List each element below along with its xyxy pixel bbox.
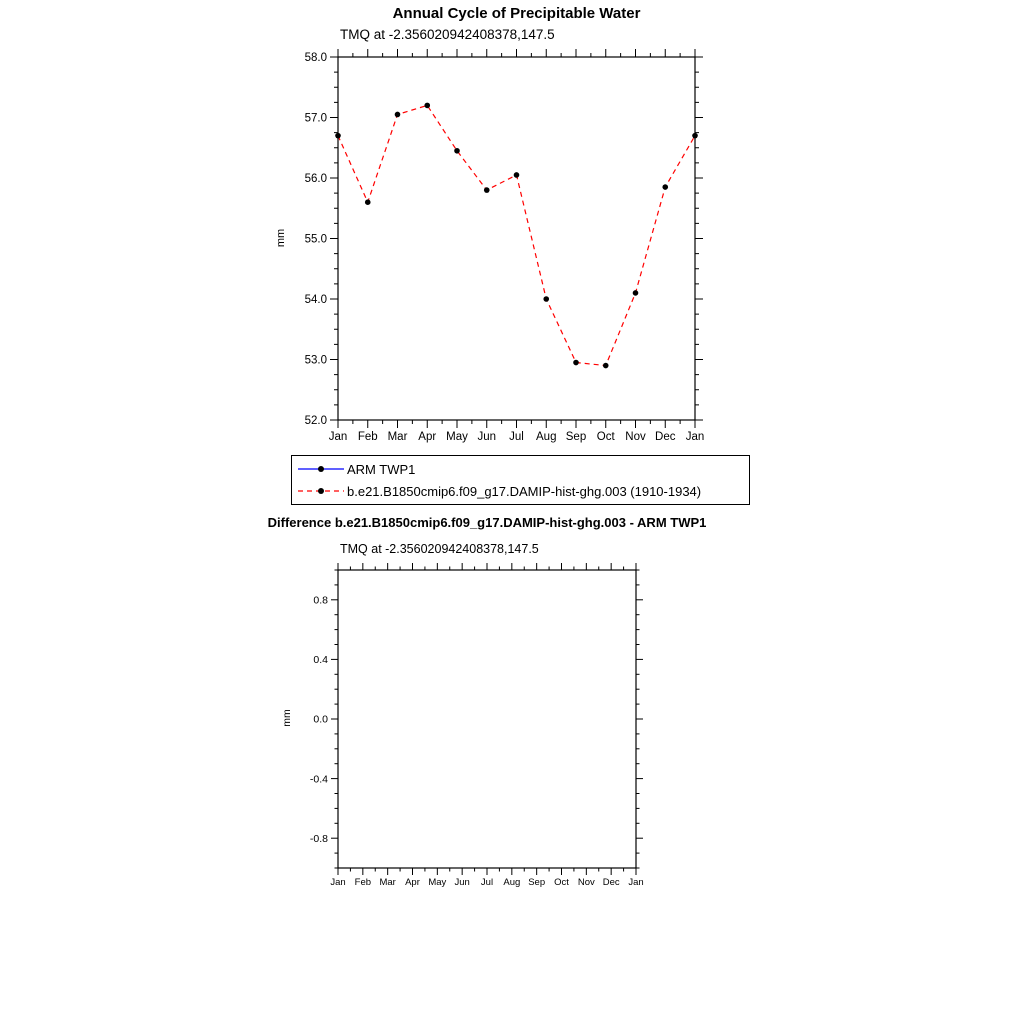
svg-text:Jan: Jan bbox=[628, 877, 644, 888]
svg-text:Feb: Feb bbox=[354, 877, 372, 888]
svg-text:52.0: 52.0 bbox=[304, 415, 327, 428]
svg-text:Feb: Feb bbox=[357, 431, 378, 443]
legend-marker-dot-icon bbox=[318, 488, 324, 494]
svg-text:-0.4: -0.4 bbox=[309, 773, 328, 786]
svg-text:56.0: 56.0 bbox=[304, 173, 327, 186]
legend-sample-solid-blue-line bbox=[297, 462, 345, 476]
svg-text:Jan: Jan bbox=[328, 431, 348, 443]
svg-text:Mar: Mar bbox=[379, 877, 396, 888]
svg-text:Jan: Jan bbox=[330, 877, 346, 888]
svg-text:Mar: Mar bbox=[387, 431, 408, 443]
svg-text:Jan: Jan bbox=[685, 431, 705, 443]
svg-text:Nov: Nov bbox=[625, 431, 646, 443]
bottom-chart-y-axis-label: mm bbox=[280, 709, 293, 727]
svg-text:54.0: 54.0 bbox=[304, 294, 327, 307]
svg-text:58.0: 58.0 bbox=[304, 52, 327, 65]
svg-text:Sep: Sep bbox=[528, 877, 546, 888]
legend-marker-dot-icon bbox=[318, 466, 324, 472]
svg-text:53.0: 53.0 bbox=[304, 354, 327, 367]
svg-text:0.4: 0.4 bbox=[313, 654, 328, 667]
legend-label-arm-twp1: ARM TWP1 bbox=[347, 461, 416, 477]
svg-text:Oct: Oct bbox=[596, 431, 615, 443]
bottom-chart-subtitle: TMQ at -2.356020942408378,147.5 bbox=[340, 542, 539, 556]
svg-text:Oct: Oct bbox=[554, 877, 569, 888]
svg-text:57.0: 57.0 bbox=[304, 112, 327, 125]
legend-item-model-run bbox=[292, 480, 749, 502]
legend-item-arm-twp1 bbox=[292, 458, 749, 480]
svg-text:55.0: 55.0 bbox=[304, 233, 327, 246]
svg-text:Sep: Sep bbox=[565, 431, 587, 443]
svg-text:-0.8: -0.8 bbox=[309, 832, 328, 845]
svg-text:Jun: Jun bbox=[454, 877, 470, 888]
bottom-chart-title: Difference b.e21.B1850cmip6.f09_g17.DAMIP-hist-ghg.003 - ARM TWP1 bbox=[267, 515, 707, 530]
svg-text:Jun: Jun bbox=[477, 431, 497, 443]
svg-text:Dec: Dec bbox=[655, 431, 676, 443]
top-chart-y-axis-label: mm bbox=[275, 228, 288, 248]
svg-text:Nov: Nov bbox=[577, 877, 595, 888]
svg-text:Aug: Aug bbox=[536, 431, 557, 443]
svg-text:Apr: Apr bbox=[418, 431, 437, 443]
legend-sample-dashed-red-line bbox=[297, 484, 345, 498]
svg-text:Aug: Aug bbox=[503, 877, 521, 888]
svg-text:Jul: Jul bbox=[509, 431, 524, 443]
svg-text:Apr: Apr bbox=[405, 877, 420, 888]
svg-text:0.8: 0.8 bbox=[313, 594, 328, 607]
svg-text:May: May bbox=[428, 877, 447, 888]
svg-text:May: May bbox=[446, 431, 468, 443]
svg-text:Dec: Dec bbox=[602, 877, 620, 888]
legend-label-model-run: b.e21.B1850cmip6.f09_g17.DAMIP-hist-ghg.003 (1910-1934) bbox=[347, 483, 702, 499]
top-chart-title: Annual Cycle of Precipitable Water bbox=[392, 5, 641, 22]
legend bbox=[291, 455, 750, 505]
svg-text:Jul: Jul bbox=[480, 877, 494, 888]
top-chart-subtitle: TMQ at -2.356020942408378,147.5 bbox=[340, 27, 555, 42]
svg-text:0.0: 0.0 bbox=[313, 713, 328, 726]
